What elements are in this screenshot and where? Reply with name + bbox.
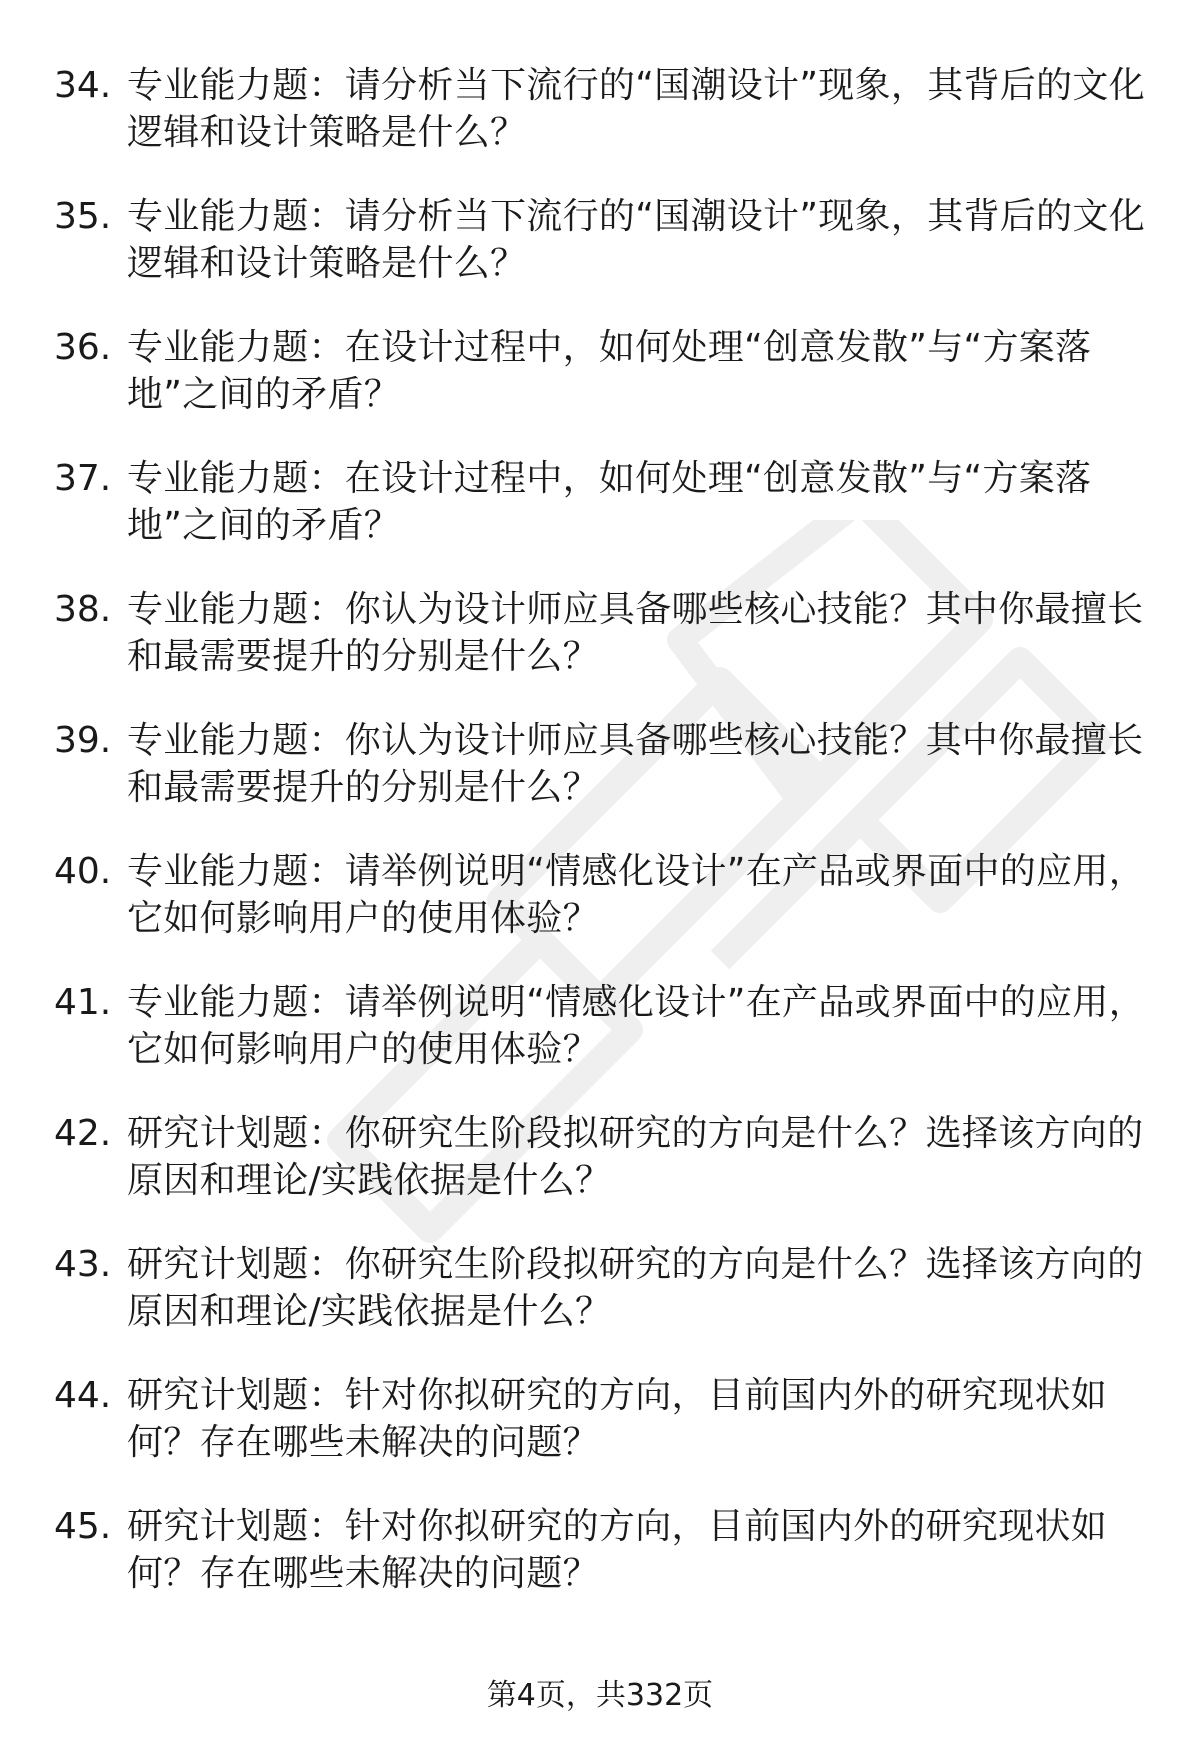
question-text: 专业能力题：请举例说明“情感化设计”在产品或界面中的应用，它如何影响用户的使用体验？ xyxy=(127,851,1146,939)
question-number: 44. xyxy=(54,1375,112,1416)
question-number: 38. xyxy=(54,589,112,630)
question-item xyxy=(0,717,1200,848)
question-text: 专业能力题：你认为设计师应具备哪些核心技能？其中你最擅长和最需要提升的分别是什么？ xyxy=(127,589,1144,677)
question-number: 40. xyxy=(54,851,112,892)
page-number-footer: 第4页，共332页 xyxy=(486,1678,714,1713)
question-item xyxy=(0,1241,1200,1372)
question-number: 39. xyxy=(54,720,112,761)
question-item xyxy=(0,1503,1200,1634)
question-item xyxy=(0,324,1200,455)
question-number: 34. xyxy=(54,65,112,106)
question-item xyxy=(0,848,1200,979)
question-text: 专业能力题：你认为设计师应具备哪些核心技能？其中你最擅长和最需要提升的分别是什么？ xyxy=(127,720,1144,808)
question-item xyxy=(0,62,1200,193)
question-item xyxy=(0,586,1200,717)
question-number: 37. xyxy=(54,458,112,499)
question-text: 研究计划题：针对你拟研究的方向，目前国内外的研究现状如何？存在哪些未解决的问题？ xyxy=(127,1375,1108,1463)
question-number: 41. xyxy=(54,982,112,1023)
question-item xyxy=(0,1110,1200,1241)
question-text: 专业能力题：在设计过程中，如何处理“创意发散”与“方案落地”之间的矛盾？ xyxy=(127,458,1092,546)
question-number: 43. xyxy=(54,1244,112,1285)
question-item xyxy=(0,193,1200,324)
question-list xyxy=(0,62,1200,1634)
question-number: 45. xyxy=(54,1506,112,1547)
question-text: 专业能力题：请分析当下流行的“国潮设计”现象，其背后的文化逻辑和设计策略是什么？ xyxy=(127,65,1146,153)
question-number: 42. xyxy=(54,1113,112,1154)
question-number: 35. xyxy=(54,196,112,237)
question-item xyxy=(0,1372,1200,1503)
question-text: 研究计划题：你研究生阶段拟研究的方向是什么？选择该方向的原因和理论/实践依据是什么？ xyxy=(127,1244,1144,1332)
question-item xyxy=(0,455,1200,586)
question-number: 36. xyxy=(54,327,112,368)
question-text: 专业能力题：请分析当下流行的“国潮设计”现象，其背后的文化逻辑和设计策略是什么？ xyxy=(127,196,1146,284)
question-text: 研究计划题：你研究生阶段拟研究的方向是什么？选择该方向的原因和理论/实践依据是什么？ xyxy=(127,1113,1144,1201)
question-text: 专业能力题：请举例说明“情感化设计”在产品或界面中的应用，它如何影响用户的使用体验？ xyxy=(127,982,1146,1070)
question-text: 专业能力题：在设计过程中，如何处理“创意发散”与“方案落地”之间的矛盾？ xyxy=(127,327,1092,415)
question-text: 研究计划题：针对你拟研究的方向，目前国内外的研究现状如何？存在哪些未解决的问题？ xyxy=(127,1506,1108,1594)
question-item xyxy=(0,979,1200,1110)
